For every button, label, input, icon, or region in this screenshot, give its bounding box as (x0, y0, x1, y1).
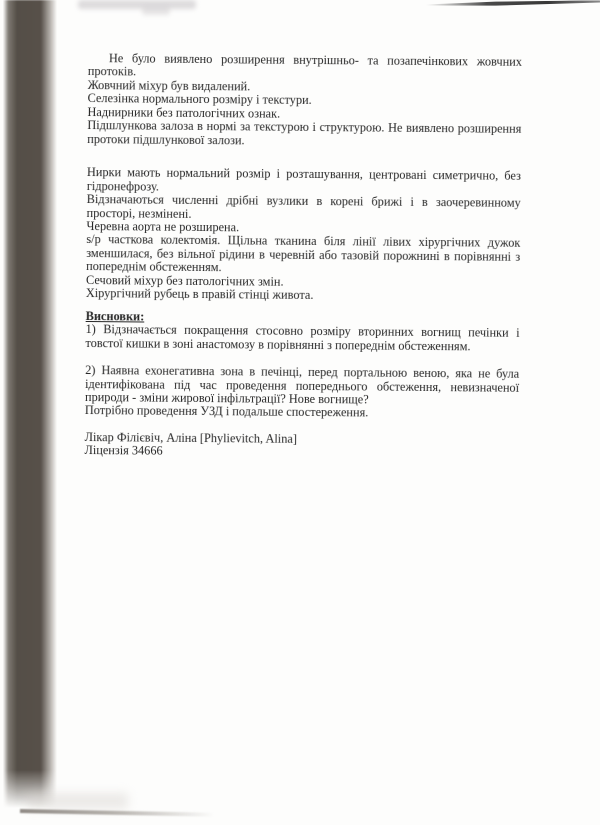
report-paragraph: Наднирники без патологічних ознак. (87, 104, 281, 121)
report-paragraph: Хірургічний рубець в правій стінці живота. (85, 286, 314, 303)
top-edge-text-remnant (142, 7, 170, 15)
report-paragraph: Жовчний міхур був видалений. (87, 77, 251, 94)
doctor-name: Лікар Філієвіч, Аліна [Phylievitch, Alina] (84, 429, 297, 446)
conclusions-heading: Висновки: (85, 308, 145, 324)
license-number: Ліцензія 34666 (84, 443, 163, 458)
conclusion-paragraph: Потрібно проведення УЗД і подальше спостереження. (84, 403, 369, 420)
report-text (84, 52, 522, 462)
report-paragraph: Відзначаються численні дрібні вузлики в корені брижі і в заочеревинному просторі, незмінені. (86, 192, 521, 221)
bottom-scan-shadow-line (20, 809, 225, 817)
report-paragraph: Селезінка нормального розміру і текстури. (87, 91, 312, 108)
report-paragraph: Не було виявлено розширення внутрішньо- та позапечінкових жовчних протоків. (87, 51, 522, 79)
report-paragraph: Нирки мають нормальний розмір і розташування, центровані симетрично, без гідронефрозу. (86, 165, 521, 194)
findings-block-2 (86, 166, 521, 304)
report-paragraph: s/p часткова колектомія. Щільна тканина біля лінії лівих хірургічних дужок зменшилася, без вільної рідини в черевній або тазовій порожнині в порівнянні з попереднім обстеженням. (86, 232, 521, 275)
conclusion-paragraph: 1) Відзначається покращення стосовно розміру вторинних вогнищ печінки і товстої кишки в зоні анастомозу в порівнянні з попереднім обстеженням. (85, 322, 520, 353)
report-paragraph: Черевна аорта не розширена. (86, 218, 240, 235)
scan-binding-shadow (3, 0, 57, 815)
top-edge-text-remnant (78, 0, 196, 9)
signature-block (84, 431, 518, 462)
report-paragraph: Підшлункова залоза в нормі за текстурою і структурою. Не виявлено розширення протоки підшлункової залози. (87, 118, 522, 148)
conclusions-block (85, 323, 520, 422)
bottom-scan-shadow-soft (28, 793, 128, 809)
conclusion-paragraph: 2) Наявна ехонегативна зона в печінці, перед портальною веною, яка не була ідентифікована під час проведення попереднього обстеження, невизначеної природи - зміни жирової інфільтрації? Нове вогнище? (84, 363, 520, 407)
report-paragraph: Сечовий міхур без патологічних змін. (85, 272, 284, 289)
findings-block-1 (87, 52, 522, 150)
scan-page-edge-line (426, 0, 600, 7)
